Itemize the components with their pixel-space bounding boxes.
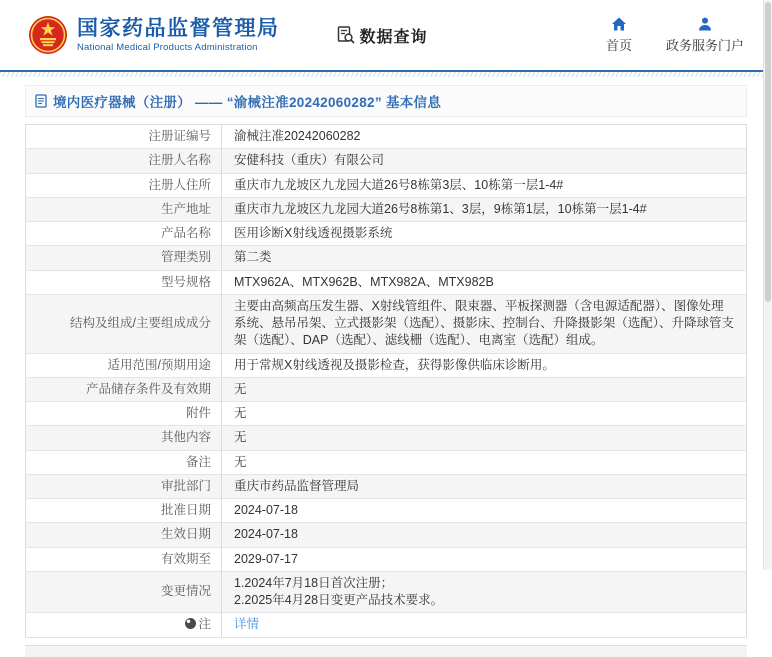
site-subtitle: National Medical Products Administration (77, 41, 258, 53)
nmpa-logo[interactable] (28, 15, 280, 55)
row-label: 注册人名称 (26, 149, 222, 173)
table-row (26, 294, 747, 353)
table-row (26, 499, 747, 523)
row-label: 附件 (26, 402, 222, 426)
row-label: 审批部门 (26, 474, 222, 498)
site-title: 国家药品监督管理局 (77, 17, 280, 41)
table-row (26, 246, 747, 270)
user-icon (697, 16, 713, 32)
row-value: MTX962A、MTX962B、MTX982A、MTX982B (234, 274, 494, 289)
row-label: 备注 (26, 450, 222, 474)
row-value: 主要由高频高压发生器、X射线管组件、限束器、平板探测器（含电源适配器）、图像处理系统、悬吊吊架、立式摄影架（选配）、摄影床、控制台、升降摄影架（选配）、升降球管支架（选配）、DAP（选配）、滤线栅（选配）、电离室（选配）组成。 (234, 298, 735, 348)
row-label: 批准日期 (26, 499, 222, 523)
row-label: 有效期至 (26, 547, 222, 571)
nav-home-label: 首页 (605, 38, 632, 53)
document-icon (34, 94, 48, 108)
data-query-link[interactable] (336, 24, 428, 47)
table-row (26, 571, 747, 613)
row-value: 第二类 (234, 250, 272, 265)
table-row (26, 222, 747, 246)
row-value: 用于常规X射线透视及摄影检查，获得影像供临床诊断用。 (234, 357, 555, 372)
nav-service-portal[interactable] (666, 16, 744, 54)
national-emblem-icon (28, 15, 68, 55)
table-row (26, 402, 747, 426)
row-label: 注册人住所 (26, 173, 222, 197)
table-row (26, 125, 747, 149)
nav-home[interactable] (606, 16, 632, 54)
row-label: 结构及组成/主要组成成分 (26, 294, 222, 353)
row-value: 渝械注准20242060282 (234, 129, 361, 143)
table-row (26, 149, 747, 173)
table-row (26, 197, 747, 221)
table-row (26, 523, 747, 547)
table-row (26, 450, 747, 474)
row-label: 适用范围/预期用途 (26, 353, 222, 377)
row-value: 无 (234, 381, 247, 396)
row-label: 产品名称 (26, 222, 222, 246)
table-row (26, 474, 747, 498)
row-value: 无 (234, 406, 247, 420)
header-nav (606, 16, 744, 54)
row-value: 无 (234, 454, 247, 469)
row-value: 2029-07-17 (234, 551, 298, 566)
breadcrumb (25, 85, 747, 117)
row-label: 生产地址 (26, 197, 222, 221)
table-row (26, 270, 747, 294)
table-row (26, 613, 747, 637)
document-search-icon (336, 25, 356, 45)
table-row (26, 426, 747, 450)
row-value: 医用诊断X射线透视摄影系统 (234, 226, 393, 240)
table-row (26, 173, 747, 197)
row-label: 生效日期 (26, 523, 222, 547)
info-table-body (26, 125, 747, 638)
row-value: 1.2024年7月18日首次注册； 2.2025年4月28日变更产品技术要求。 (234, 575, 444, 607)
detail-link[interactable]: 详情 (234, 617, 260, 632)
breadcrumb-text: 境内医疗器械（注册） —— “渝械注准20242060282” 基本信息 (53, 95, 442, 110)
row-label: 变更情况 (26, 571, 222, 613)
row-label: 其他内容 (26, 426, 222, 450)
table-row (26, 377, 747, 401)
data-query-label: 数据查询 (359, 28, 428, 46)
table-row (26, 353, 747, 377)
row-value: 安健科技（重庆）有限公司 (234, 153, 385, 168)
row-value: 重庆市药品监督管理局 (234, 478, 360, 493)
row-value: 2024-07-18 (234, 527, 298, 542)
row-value: 重庆市九龙坡区九龙园大道26号8栋第1、3层，9栋第1层，10栋第一层1-4# (234, 201, 647, 216)
scrollbar-thumb[interactable] (765, 2, 771, 302)
main-content (0, 77, 772, 657)
row-value (222, 613, 747, 637)
nav-service-portal-label: 政务服务门户 (665, 38, 744, 53)
row-label: 产品储存条件及有效期 (26, 377, 222, 401)
table-row (26, 547, 747, 571)
vertical-scrollbar[interactable] (763, 0, 772, 570)
row-label: 注册证编号 (26, 125, 222, 149)
row-label: 注 (26, 613, 222, 637)
row-value: 无 (234, 430, 247, 445)
bulb-icon (185, 618, 196, 629)
row-label: 管理类别 (26, 246, 222, 270)
site-header (0, 0, 772, 70)
info-table (25, 124, 747, 638)
footer-strip (25, 645, 747, 657)
row-value: 重庆市九龙坡区九龙园大道26号8栋第3层、10栋第一层1-4# (234, 177, 564, 192)
home-icon (611, 16, 627, 32)
row-label: 型号规格 (26, 270, 222, 294)
row-value: 2024-07-18 (234, 503, 298, 517)
